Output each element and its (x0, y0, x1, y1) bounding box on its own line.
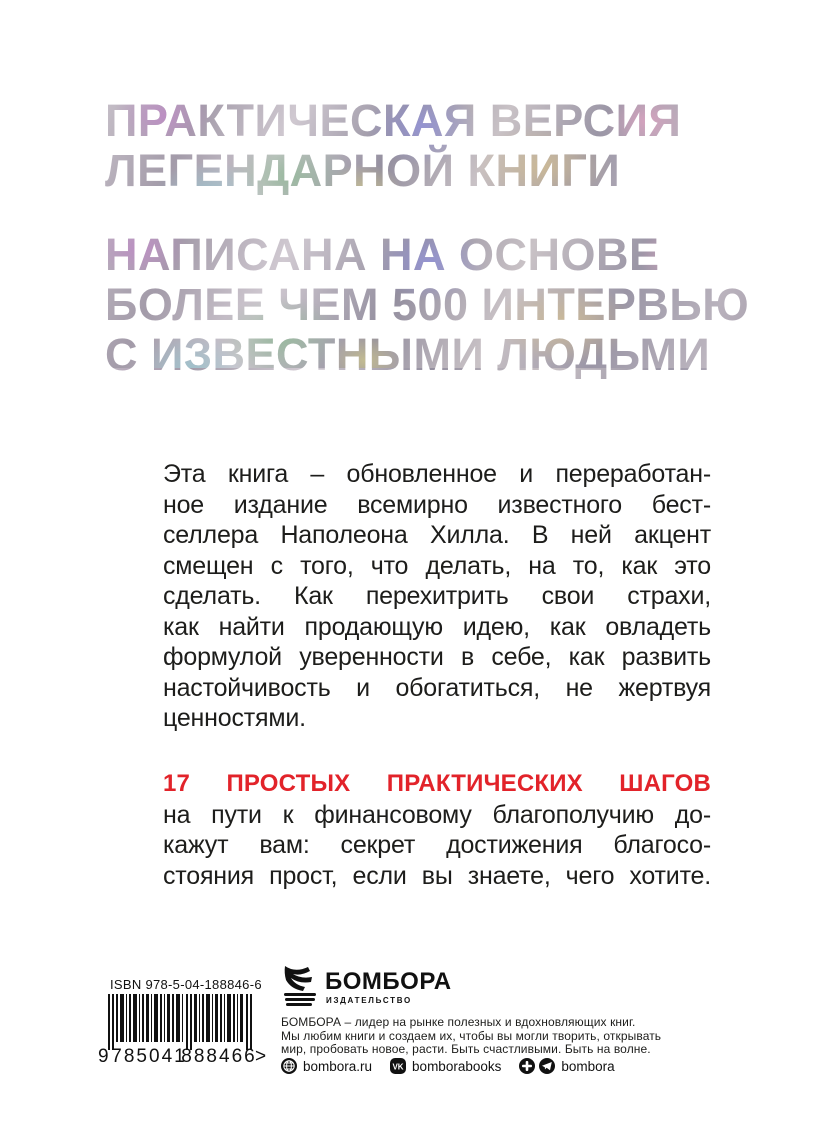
headline-line: БОЛЕЕ ЧЕМ 500 ИНТЕРВЬЮ (105, 279, 750, 330)
paragraph-annotation (163, 459, 711, 734)
steps-line: на пути к финансовому благополучию до- (163, 800, 711, 829)
telegram-icon (539, 1058, 555, 1074)
steps-line: кажут вам: секрет достижения благосо- (163, 831, 711, 859)
social-vk-label: bomborabooks (412, 1058, 502, 1074)
headline-line: ЛЕГЕНДАРНОЙ КНИГИ (105, 145, 621, 196)
annotation-line: сделать. Как перехитрить свои страхи, (163, 582, 711, 610)
annotation-line: настойчивость и обогатиться, не жертвуя (163, 673, 711, 702)
annotation-line: ное издание всемирно известного бест- (163, 490, 711, 519)
barcode-digit-first: 9 (98, 1046, 109, 1064)
social-bombora[interactable] (519, 1058, 614, 1074)
annotation-line: Эта книга – обновленное и переработан- (163, 460, 711, 488)
publisher-about-line: Мы любим книги и создаем их, чтобы вы могли творить, открывать (281, 1028, 662, 1043)
ean13-barcode (98, 994, 268, 1064)
headline-primary (105, 96, 681, 196)
annotation-line: ценностями. (163, 704, 306, 732)
publisher-name: БОМБОРА (325, 968, 452, 995)
annotation-line: как найти продающую идею, как овладеть (163, 612, 711, 641)
bombora-surfer-logo-icon (281, 964, 321, 1010)
headline-secondary (105, 230, 749, 380)
globe-icon (281, 1058, 297, 1074)
headline-line: С ИЗВЕСТНЫМИ ЛЮДЬМИ (105, 329, 711, 380)
headline-line: НАПИСАНА НА ОСНОВЕ (105, 229, 660, 280)
social-vk[interactable] (390, 1058, 501, 1074)
social-website[interactable] (281, 1058, 372, 1074)
vk-icon (390, 1058, 406, 1074)
zen-plus-icon (519, 1058, 535, 1074)
svg-text:VK: VK (392, 1062, 404, 1072)
publisher-about-line: БОМБОРА – лидер на рынке полезных и вдохновляющих книг. (281, 1015, 636, 1029)
paragraph-steps (163, 769, 711, 891)
annotation-line: селлера Наполеона Хилла. В ней акцент (163, 521, 711, 549)
headline-line: ПРАКТИЧЕСКАЯ ВЕРСИЯ (105, 95, 682, 146)
publisher-about-line: мир, пробовать новое, расти. Быть счастливыми. Быть на волне. (281, 1042, 651, 1056)
isbn-label: ISBN 978-5-04-188846-6 (110, 977, 262, 992)
barcode-digit-group2: 888466 (181, 1046, 257, 1064)
social-bombora-label: bombora (561, 1058, 615, 1074)
steps-line: стояния прост, если вы знаете, чего хотите. (163, 861, 711, 890)
annotation-line: смещен с того, что делать, на то, как это (163, 551, 711, 580)
steps-lines (163, 800, 711, 892)
barcode-digit-group1: 785041 (111, 1046, 187, 1064)
social-website-label: bombora.ru (303, 1058, 373, 1074)
publisher-subtitle: ИЗДАТЕЛЬСТВО (326, 996, 412, 1005)
barcode-digit-tail: > (255, 1046, 267, 1064)
publisher-about (281, 1016, 661, 1057)
highlight-17-steps: 17 ПРОСТЫХ ПРАКТИЧЕСКИХ ШАГОВ (163, 770, 711, 797)
isbn-barcode-block (98, 977, 268, 1069)
social-links-row (281, 1058, 615, 1074)
social-icon-pair (519, 1058, 555, 1074)
annotation-line: формулой уверенности в себе, как развить (163, 643, 711, 671)
